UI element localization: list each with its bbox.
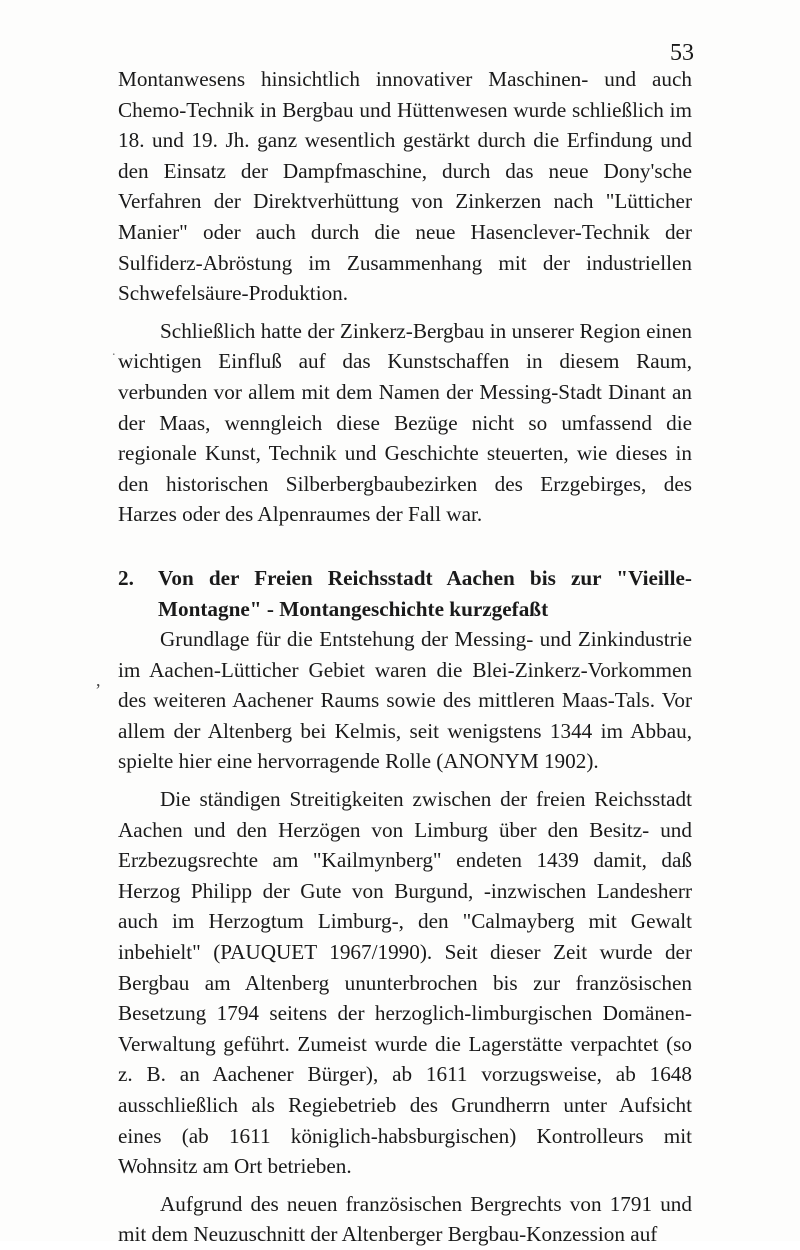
section-heading xyxy=(118,563,692,624)
body-text xyxy=(118,64,692,1250)
margin-mark-comma: , xyxy=(96,670,101,690)
paragraph-3: Grundlage für die Entstehung der Messing- und Zinkindustrie im Aachen-Lütticher Gebiet waren die Blei-Zinkerz-Vorkommen des weiteren Aachener Raums sowie des mittleren Maas-Tals. Vor allem der Altenberg bei Kelmis, seit wenigstens 1344 im Abbau, spielte hier eine hervorragende Rolle (ANONYM 1902). xyxy=(118,627,692,774)
section-number: 2. xyxy=(118,565,134,590)
section-title: Von der Freien Reichsstadt Aachen bis zur "Vieille-Montagne" - Montangeschichte kurzgefaßt xyxy=(158,565,692,621)
paragraph-1: Montanwesens hinsichtlich innovativer Maschinen- und auch Chemo-Technik in Bergbau und Hüttenwesen wurde schließlich im 18. und 19. Jh. ganz wesentlich gestärkt durch die Erfindung und den Einsatz der Dampfmaschine, durch das neue Dony'sche Verfahren der Direktverhüttung von Zinkerzen nach "Lütticher Manier" oder auch durch die neue Hasenclever-Technik der Sulfiderz-Abröstung im Zusammenhang mit der industriellen Schwefelsäure-Produktion. xyxy=(118,67,692,306)
paragraph-4: Die ständigen Streitigkeiten zwischen der freien Reichsstadt Aachen und den Herzögen von Limburg über den Besitz- und Erzbezugsrechte am "Kailmynberg" endeten 1439 damit, daß Herzog Philipp der Gute von Burgund, -inzwischen Landesherr auch im Herzogtum Limburg-, den "Calmayberg mit Gewalt inbehielt" (PAUQUET 1967/1990). Seit dieser Zeit wurde der Bergbau am Altenberg ununterbrochen bis zur französischen Besetzung 1794 seitens der herzoglich-limburgischen Domänen-Verwaltung geführt. Zumeist wurde die Lagerstätte verpachtet (so z. B. an Aachener Bürger), ab 1611 vorzugsweise, ab 1648 ausschließlich als Regiebetrieb des Grundherrn unter Aufsicht eines (ab 1611 königlich-habsburgischen) Kontrolleurs mit Wohnsitz am Ort betrieben. xyxy=(118,787,692,1179)
paragraph-5: Aufgrund des neuen französischen Bergrechts von 1791 und mit dem Neuzuschnitt der Altenberger Bergbau-Konzession auf xyxy=(118,1191,692,1247)
margin-mark-dot: . xyxy=(112,344,116,359)
page-number: 53 xyxy=(670,40,694,66)
paragraph-2: Schließlich hatte der Zinkerz-Bergbau in unserer Region einen wichtigen Einfluß auf das Kunstschaffen in diesem Raum, verbunden vor allem mit dem Namen der Messing-Stadt Dinant an der Maas, wenngleich diese Bezüge nicht so umfassend die regionale Kunst, Technik und Geschichte steuerten, wie dieses in den historischen Silberbergbaubezirken des Erzgebirges, des Harzes oder des Alpenraumes der Fall war. xyxy=(118,318,692,527)
